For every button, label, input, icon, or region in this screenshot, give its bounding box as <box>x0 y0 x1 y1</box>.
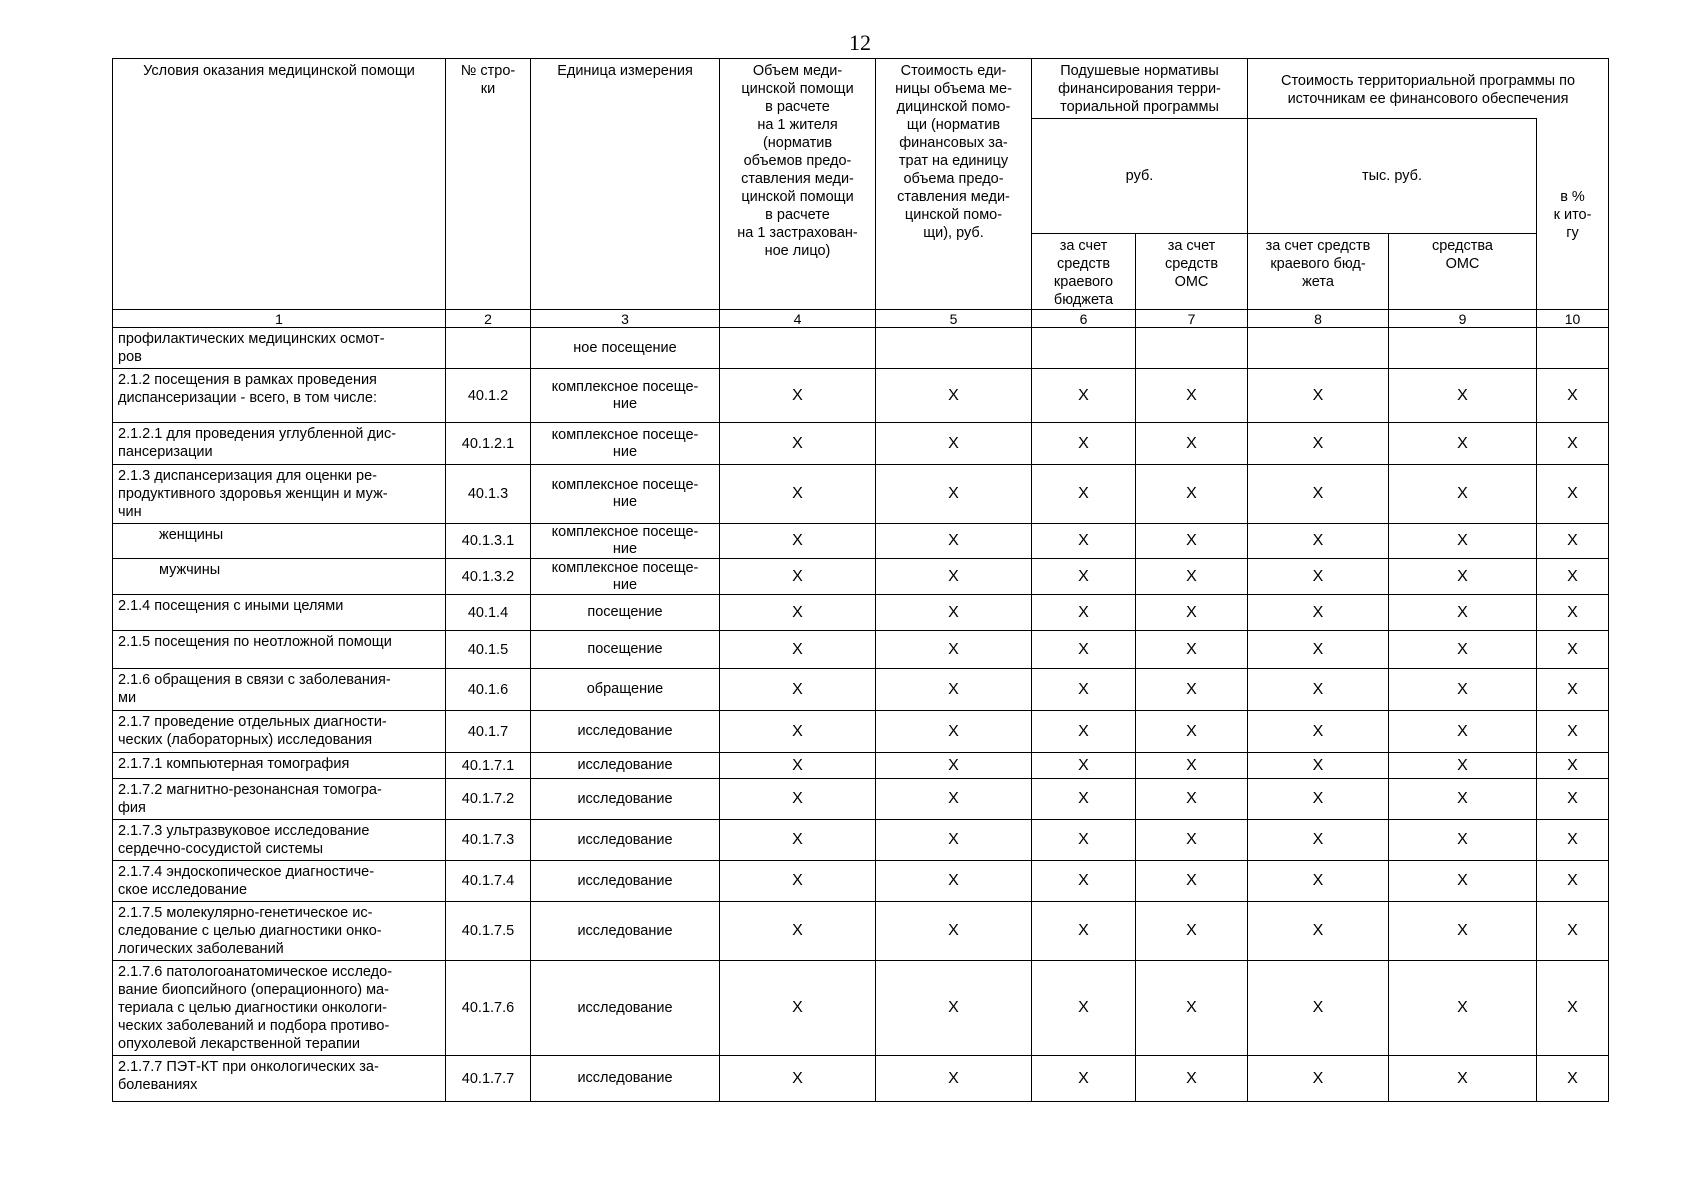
row-condition: 2.1.4 посещения с иными целями <box>113 595 446 631</box>
row-value-c8: X <box>1248 753 1389 779</box>
header-volume: Объем меди- цинской помощи в расчете на 1 жителя (норматив объемов предо- ставления меди- цинской помощи в расчете на 1 застрахован- ное лицо) <box>720 59 876 310</box>
row-line-number: 40.1.7.5 <box>446 902 531 961</box>
row-value-c10: X <box>1537 369 1609 423</box>
row-condition: 2.1.7.7 ПЭТ-КТ при онкологических за- болеваниях <box>113 1056 446 1102</box>
row-condition: мужчины <box>113 559 446 595</box>
row-value-c9: X <box>1389 669 1537 711</box>
row-value-c9: X <box>1389 1056 1537 1102</box>
row-value-c10: X <box>1537 961 1609 1056</box>
row-line-number: 40.1.2.1 <box>446 423 531 465</box>
row-value-c6: X <box>1032 820 1136 861</box>
row-value-c4: X <box>720 631 876 669</box>
row-line-number: 40.1.5 <box>446 631 531 669</box>
row-condition: 2.1.2.1 для проведения углубленной дис- пансеризации <box>113 423 446 465</box>
row-line-number: 40.1.3 <box>446 465 531 524</box>
row-value-c8: X <box>1248 1056 1389 1102</box>
row-value-c6: X <box>1032 369 1136 423</box>
header-conditions: Условия оказания медицинской помощи <box>113 59 446 310</box>
row-unit: посещение <box>531 631 720 669</box>
row-unit: комплексное посеще- ние <box>531 369 720 423</box>
row-value-c4: X <box>720 961 876 1056</box>
row-value-c5: X <box>876 595 1032 631</box>
row-unit: комплексное посеще- ние <box>531 423 720 465</box>
row-value-c8 <box>1248 328 1389 369</box>
row-line-number: 40.1.4 <box>446 595 531 631</box>
header-oms-cost: средства ОМС <box>1389 234 1537 310</box>
row-value-c7: X <box>1136 902 1248 961</box>
row-value-c8: X <box>1248 779 1389 820</box>
row-value-c4: X <box>720 753 876 779</box>
row-value-c6: X <box>1032 595 1136 631</box>
row-value-c9: X <box>1389 820 1537 861</box>
row-value-c10: X <box>1537 524 1609 559</box>
row-value-c7: X <box>1136 961 1248 1056</box>
row-value-c5 <box>876 328 1032 369</box>
row-value-c7: X <box>1136 753 1248 779</box>
row-unit: посещение <box>531 595 720 631</box>
row-value-c5: X <box>876 369 1032 423</box>
row-value-c6: X <box>1032 423 1136 465</box>
row-value-c6: X <box>1032 753 1136 779</box>
row-value-c4 <box>720 328 876 369</box>
row-value-c10: X <box>1537 465 1609 524</box>
row-value-c6: X <box>1032 902 1136 961</box>
row-value-c4: X <box>720 711 876 753</box>
row-value-c7: X <box>1136 861 1248 902</box>
row-line-number: 40.1.7.1 <box>446 753 531 779</box>
financing-table <box>112 58 1609 1102</box>
row-line-number: 40.1.7.4 <box>446 861 531 902</box>
column-numbers-row <box>113 310 1609 328</box>
header-unit: Единица измерения <box>531 59 720 310</box>
row-value-c7: X <box>1136 369 1248 423</box>
column-number: 4 <box>720 310 876 328</box>
row-value-c4: X <box>720 559 876 595</box>
row-value-c4: X <box>720 669 876 711</box>
table-row <box>113 861 1609 902</box>
row-value-c4: X <box>720 902 876 961</box>
row-line-number: 40.1.7 <box>446 711 531 753</box>
row-condition: 2.1.6 обращения в связи с заболевания- ми <box>113 669 446 711</box>
header-unit-cost: Стоимость еди- ницы объема ме- дицинской помо- щи (норматив финансовых за- трат на единицу объема предо- ставления меди- цинской помо- щи), руб. <box>876 59 1032 310</box>
row-value-c9: X <box>1389 524 1537 559</box>
row-unit: комплексное посеще- ние <box>531 465 720 524</box>
row-value-c8: X <box>1248 559 1389 595</box>
row-value-c5: X <box>876 861 1032 902</box>
row-value-c6: X <box>1032 669 1136 711</box>
table-row <box>113 524 1609 559</box>
header-per-capita-group: Подушевые нормативы финансирования терри- ториальной программы <box>1032 59 1248 119</box>
row-value-c9: X <box>1389 711 1537 753</box>
table-row <box>113 711 1609 753</box>
table-row <box>113 902 1609 961</box>
row-value-c8: X <box>1248 669 1389 711</box>
row-value-c10: X <box>1537 779 1609 820</box>
row-unit: исследование <box>531 902 720 961</box>
row-value-c7: X <box>1136 423 1248 465</box>
row-value-c8: X <box>1248 631 1389 669</box>
header-regional-budget-norm: за счет средств краевого бюджета <box>1032 234 1136 310</box>
row-value-c5: X <box>876 559 1032 595</box>
column-number: 2 <box>446 310 531 328</box>
row-value-c9: X <box>1389 779 1537 820</box>
header-program-cost-group: Стоимость территориальной программы по источникам ее финансового обеспечения <box>1248 59 1609 119</box>
row-value-c8: X <box>1248 369 1389 423</box>
row-value-c8: X <box>1248 902 1389 961</box>
row-value-c7: X <box>1136 669 1248 711</box>
row-value-c10: X <box>1537 753 1609 779</box>
row-value-c8: X <box>1248 595 1389 631</box>
row-value-c10: X <box>1537 820 1609 861</box>
table-row <box>113 1056 1609 1102</box>
header-percent-of-total: в % к ито- гу <box>1537 119 1609 310</box>
row-line-number: 40.1.7.6 <box>446 961 531 1056</box>
row-value-c6: X <box>1032 559 1136 595</box>
row-value-c10: X <box>1537 711 1609 753</box>
row-condition: 2.1.5 посещения по неотложной помощи <box>113 631 446 669</box>
row-line-number: 40.1.2 <box>446 369 531 423</box>
table-row <box>113 423 1609 465</box>
row-value-c5: X <box>876 524 1032 559</box>
row-unit: исследование <box>531 961 720 1056</box>
row-value-c10: X <box>1537 861 1609 902</box>
row-value-c8: X <box>1248 861 1389 902</box>
row-value-c7: X <box>1136 779 1248 820</box>
row-condition: 2.1.7.6 патологоанатомическое исследо- вание биопсийного (операционного) ма- териала с целью диагностики онкологи- ческих заболеваний и подбора противо- опухолевой лекарственной терапии <box>113 961 446 1056</box>
row-line-number <box>446 328 531 369</box>
row-value-c9: X <box>1389 369 1537 423</box>
row-value-c4: X <box>720 1056 876 1102</box>
row-value-c6: X <box>1032 861 1136 902</box>
row-unit: ное посещение <box>531 328 720 369</box>
header-program-cost-unit: тыс. руб. <box>1248 119 1537 234</box>
row-value-c8: X <box>1248 961 1389 1056</box>
row-value-c4: X <box>720 465 876 524</box>
row-value-c8: X <box>1248 423 1389 465</box>
row-value-c10: X <box>1537 423 1609 465</box>
row-value-c5: X <box>876 820 1032 861</box>
column-number: 9 <box>1389 310 1537 328</box>
column-number: 8 <box>1248 310 1389 328</box>
row-unit: исследование <box>531 779 720 820</box>
column-number: 10 <box>1537 310 1609 328</box>
row-line-number: 40.1.3.2 <box>446 559 531 595</box>
table-row <box>113 369 1609 423</box>
row-value-c9: X <box>1389 423 1537 465</box>
row-condition: 2.1.3 диспансеризация для оценки ре- продуктивного здоровья женщин и муж- чин <box>113 465 446 524</box>
row-value-c5: X <box>876 631 1032 669</box>
row-value-c6: X <box>1032 711 1136 753</box>
table-row <box>113 779 1609 820</box>
row-value-c10 <box>1537 328 1609 369</box>
row-value-c5: X <box>876 423 1032 465</box>
header-per-capita-unit: руб. <box>1032 119 1248 234</box>
row-value-c5: X <box>876 711 1032 753</box>
row-value-c6: X <box>1032 779 1136 820</box>
table-header <box>113 59 1609 328</box>
row-unit: обращение <box>531 669 720 711</box>
row-value-c7: X <box>1136 524 1248 559</box>
table-row <box>113 961 1609 1056</box>
row-condition: 2.1.7.4 эндоскопическое диагностиче- ское исследование <box>113 861 446 902</box>
row-value-c9: X <box>1389 753 1537 779</box>
table-row <box>113 820 1609 861</box>
table-row <box>113 465 1609 524</box>
row-unit: исследование <box>531 861 720 902</box>
table-row <box>113 631 1609 669</box>
page-number: 12 <box>849 30 871 55</box>
row-value-c7: X <box>1136 711 1248 753</box>
row-condition: 2.1.7.5 молекулярно-генетическое ис- следование с целью диагностики онко- логических заболеваний <box>113 902 446 961</box>
row-value-c10: X <box>1537 595 1609 631</box>
row-line-number: 40.1.7.2 <box>446 779 531 820</box>
row-value-c8: X <box>1248 524 1389 559</box>
row-value-c9 <box>1389 328 1537 369</box>
row-unit: исследование <box>531 1056 720 1102</box>
table-row <box>113 595 1609 631</box>
header-oms-norm: за счет средств ОМС <box>1136 234 1248 310</box>
header-line-number: № стро- ки <box>446 59 531 310</box>
row-value-c9: X <box>1389 595 1537 631</box>
row-line-number: 40.1.3.1 <box>446 524 531 559</box>
row-value-c10: X <box>1537 902 1609 961</box>
row-value-c6 <box>1032 328 1136 369</box>
row-condition: 2.1.7 проведение отдельных диагности- ческих (лабораторных) исследования <box>113 711 446 753</box>
column-number: 6 <box>1032 310 1136 328</box>
row-value-c7: X <box>1136 465 1248 524</box>
row-condition: женщины <box>113 524 446 559</box>
row-value-c5: X <box>876 753 1032 779</box>
row-value-c5: X <box>876 465 1032 524</box>
row-value-c10: X <box>1537 631 1609 669</box>
row-value-c7: X <box>1136 631 1248 669</box>
row-value-c9: X <box>1389 465 1537 524</box>
row-value-c4: X <box>720 369 876 423</box>
row-value-c7: X <box>1136 1056 1248 1102</box>
row-unit: исследование <box>531 711 720 753</box>
row-value-c10: X <box>1537 669 1609 711</box>
row-value-c6: X <box>1032 465 1136 524</box>
row-value-c9: X <box>1389 902 1537 961</box>
row-value-c6: X <box>1032 524 1136 559</box>
table-row <box>113 753 1609 779</box>
row-value-c7: X <box>1136 595 1248 631</box>
row-unit: исследование <box>531 820 720 861</box>
row-value-c4: X <box>720 524 876 559</box>
row-value-c4: X <box>720 820 876 861</box>
row-value-c5: X <box>876 779 1032 820</box>
row-value-c10: X <box>1537 559 1609 595</box>
row-line-number: 40.1.6 <box>446 669 531 711</box>
row-value-c7 <box>1136 328 1248 369</box>
row-unit: исследование <box>531 753 720 779</box>
row-value-c6: X <box>1032 961 1136 1056</box>
row-unit: комплексное посеще- ние <box>531 559 720 595</box>
column-number: 7 <box>1136 310 1248 328</box>
row-condition: 2.1.7.3 ультразвуковое исследование сердечно-сосудистой системы <box>113 820 446 861</box>
row-condition: 2.1.2 посещения в рамках проведения диспансеризации - всего, в том числе: <box>113 369 446 423</box>
row-value-c4: X <box>720 861 876 902</box>
row-value-c10: X <box>1537 1056 1609 1102</box>
row-value-c9: X <box>1389 559 1537 595</box>
column-number: 5 <box>876 310 1032 328</box>
table-body <box>113 328 1609 1102</box>
row-value-c5: X <box>876 669 1032 711</box>
row-value-c5: X <box>876 902 1032 961</box>
row-line-number: 40.1.7.7 <box>446 1056 531 1102</box>
row-condition: 2.1.7.1 компьютерная томография <box>113 753 446 779</box>
row-value-c9: X <box>1389 961 1537 1056</box>
row-value-c4: X <box>720 779 876 820</box>
table-row <box>113 328 1609 369</box>
row-value-c4: X <box>720 595 876 631</box>
row-condition: профилактических медицинских осмот- ров <box>113 328 446 369</box>
row-value-c8: X <box>1248 711 1389 753</box>
row-value-c8: X <box>1248 465 1389 524</box>
row-value-c6: X <box>1032 631 1136 669</box>
row-line-number: 40.1.7.3 <box>446 820 531 861</box>
row-value-c7: X <box>1136 820 1248 861</box>
row-value-c5: X <box>876 961 1032 1056</box>
row-value-c8: X <box>1248 820 1389 861</box>
header-regional-budget-cost: за счет средств краевого бюд- жета <box>1248 234 1389 310</box>
row-value-c7: X <box>1136 559 1248 595</box>
table-row <box>113 669 1609 711</box>
table-row <box>113 559 1609 595</box>
column-number: 1 <box>113 310 446 328</box>
row-unit: комплексное посеще- ние <box>531 524 720 559</box>
row-value-c9: X <box>1389 861 1537 902</box>
row-value-c9: X <box>1389 631 1537 669</box>
row-value-c6: X <box>1032 1056 1136 1102</box>
row-value-c4: X <box>720 423 876 465</box>
row-condition: 2.1.7.2 магнитно-резонансная томогра- фия <box>113 779 446 820</box>
row-value-c5: X <box>876 1056 1032 1102</box>
column-number: 3 <box>531 310 720 328</box>
